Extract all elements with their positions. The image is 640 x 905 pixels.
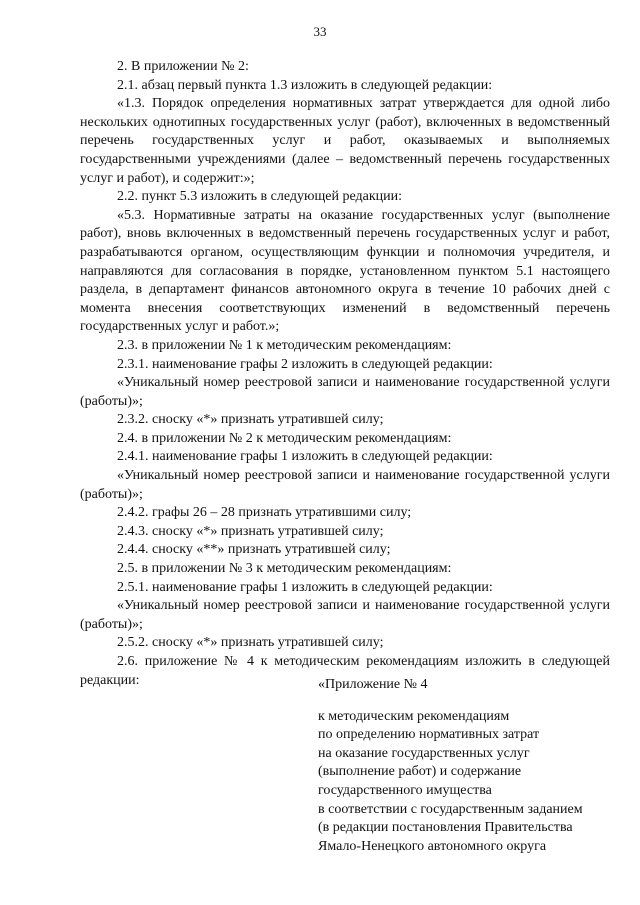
paragraph: 2.3.1. наименование графы 2 изложить в следующей редакции:	[117, 356, 493, 372]
paragraph: 2. В приложении № 2:	[117, 59, 249, 74]
paragraph: 2.3.2. сноску «*» признать утратившей силу;	[117, 412, 384, 428]
appendix-line: государственного имущества	[318, 782, 492, 798]
appendix-header-block	[318, 676, 618, 856]
paragraph: 2.4.3. сноску «*» признать утратившей силу;	[117, 523, 384, 539]
document-body	[80, 58, 610, 690]
appendix-line: по определению нормативных затрат	[318, 727, 540, 743]
appendix-line: (выполнение работ) и содержание	[318, 764, 522, 780]
paragraph: «5.3. Нормативные затраты на оказание государственных услуг (выполнение работ), вновь включенных в ведомственный перечень государственных услуг и работ, разрабатываются органом, осуществляющим функции и полномочия учредителя, и направляются для согласования в порядке, установленном пунктом 5.1 настоящего раздела, в департамент финансов автономного округа в течение 10 рабочих дней с момента внесения соответствующих изменений в ведомственный перечень государственных услуг и работ.»;	[80, 207, 610, 335]
appendix-line: на оказание государственных услуг	[318, 745, 530, 761]
appendix-title: «Приложение № 4	[318, 677, 428, 692]
paragraph: 2.3. в приложении № 1 к методическим рекомендациям:	[117, 337, 452, 353]
appendix-line: в соответствии с государственным заданием	[318, 801, 583, 817]
paragraph: 2.4. в приложении № 2 к методическим рекомендациям:	[117, 430, 452, 446]
paragraph: 2.4.4. сноску «**» признать утратившей силу;	[117, 542, 391, 558]
paragraph: 2.5.1. наименование графы 1 изложить в следующей редакции:	[117, 579, 493, 595]
paragraph: 2.4.1. наименование графы 1 изложить в следующей редакции:	[117, 449, 493, 465]
page-number: 33	[313, 24, 327, 39]
appendix-line: Ямало-Ненецкого автономного округа	[318, 838, 547, 854]
paragraph: 2.5.2. сноску «*» признать утратившей силу;	[117, 635, 384, 651]
paragraph: «1.3. Порядок определения нормативных затрат утверждается для одной либо нескольких однотипных государственных услуг (работ), включенных в ведомственный перечень государственных услуг и работ, оказываемых и выполняемых государственными учреждениями (далее – ведомственный перечень государственных услуг и работ), и содержит:»;	[80, 96, 610, 186]
paragraph: «Уникальный номер реестровой записи и наименование государственной услуги (работы)»;	[80, 375, 610, 409]
paragraph: 2.1. абзац первый пункта 1.3 изложить в следующей редакции:	[117, 77, 493, 93]
paragraph: 2.6. приложение № 4 к методическим рекомендациям изложить в следующей редакции:	[80, 654, 610, 688]
paragraph: «Уникальный номер реестровой записи и наименование государственной услуги (работы)»;	[80, 468, 610, 502]
paragraph: «Уникальный номер реестровой записи и наименование государственной услуги (работы)»;	[80, 598, 610, 632]
appendix-line: (в редакции постановления Правительства	[318, 820, 573, 836]
appendix-line: к методическим рекомендациям	[318, 708, 510, 724]
paragraph: 2.2. пункт 5.3 изложить в следующей редакции:	[117, 189, 402, 205]
paragraph: 2.4.2. графы 26 – 28 признать утратившими силу;	[117, 505, 412, 521]
paragraph: 2.5. в приложении № 3 к методическим рекомендациям:	[117, 561, 452, 577]
